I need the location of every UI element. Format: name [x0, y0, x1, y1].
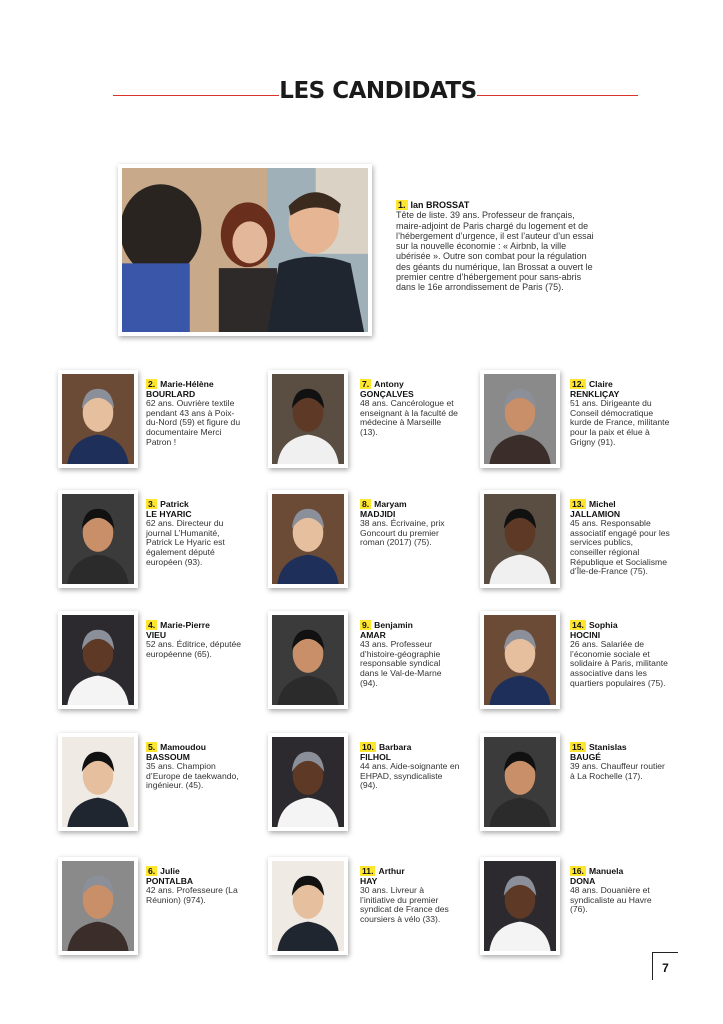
candidate-bio: 39 ans. Chauffeur routier à La Rochelle (17). — [570, 761, 665, 781]
candidate-first-name: Marie-Pierre — [160, 620, 210, 630]
candidate-text — [570, 742, 670, 781]
candidate-text — [146, 866, 242, 905]
candidate-bio: 52 ans. Éditrice, députée européenne (65). — [146, 639, 242, 659]
candidate-text — [146, 620, 242, 659]
candidate-photo — [480, 490, 560, 588]
candidate-bio: 44 ans. Aide-soignante en EHPAD, ssyndicaliste (94). — [360, 761, 460, 791]
candidate-first-name: Michel — [588, 499, 616, 509]
candidate-photo — [268, 611, 348, 709]
candidate-last-name: FILHOL — [360, 751, 392, 762]
candidate-number: 9. — [362, 620, 370, 630]
candidate-text — [360, 620, 460, 688]
candidate-number: 10. — [362, 742, 374, 752]
title-rule-right — [477, 95, 638, 96]
page-number: 7 — [652, 952, 678, 980]
candidate-photo — [480, 857, 560, 955]
candidate-last-name: BASSOUM — [146, 751, 190, 762]
candidate-number: 14. — [572, 620, 584, 630]
candidate-text — [360, 866, 460, 925]
candidate-number: 8. — [362, 499, 370, 509]
candidate-bio: 48 ans. Cancérologue et enseignant à la faculté de médecine à Marseille (13). — [360, 398, 458, 437]
candidate-bio: 48 ans. Douanière et syndicaliste au Havre (76). — [570, 885, 652, 915]
candidate-number: 13. — [572, 499, 584, 509]
candidate-bio: 35 ans. Champion d’Europe de taekwando, ingénieur. (45). — [146, 761, 239, 791]
candidate-first-name: Mamoudou — [160, 742, 206, 752]
candidate-number: 12. — [572, 379, 584, 389]
candidate-first-name: Antony — [374, 379, 404, 389]
candidate-bio: 62 ans. Directeur du journal L’Humanité, Patrick Le Hyaric est également député européen (93). — [146, 518, 225, 567]
candidate-first-name: Benjamin — [374, 620, 413, 630]
candidate-photo — [268, 490, 348, 588]
candidate-text — [360, 742, 460, 791]
candidate-text — [570, 379, 670, 447]
candidate-number: 3. — [148, 499, 156, 509]
candidate-number: 16. — [572, 866, 584, 876]
candidate-photo — [58, 857, 138, 955]
candidate-number: 2. — [148, 379, 156, 389]
candidate-number: 11. — [362, 866, 374, 876]
candidate-last-name: JALLAMION — [570, 508, 621, 519]
candidate-first-name: Stanislas — [588, 742, 627, 752]
candidate-text — [570, 866, 670, 915]
candidate-bio: 42 ans. Professeure (La Réunion) (974). — [146, 885, 238, 905]
candidate-bio: 30 ans. Livreur à l’initiative du premier syndicat de France des coursiers à vélo (33). — [360, 885, 449, 924]
candidate-last-name: AMAR — [360, 629, 386, 640]
candidate-first-name: Barbara — [378, 742, 412, 752]
lead-candidate-text — [396, 200, 602, 293]
candidate-text — [570, 620, 670, 688]
candidate-last-name: BAUGÉ — [570, 751, 602, 762]
candidate-photo — [58, 370, 138, 468]
candidate-last-name: LE HYARIC — [146, 508, 192, 519]
candidate-photo — [268, 857, 348, 955]
candidate-first-name: Marie-Hélène — [160, 379, 214, 389]
candidate-bio: 26 ans. Salariée de l’économie sociale et solidaire à Paris, militante associative dans les quartiers populaires (75). — [570, 639, 668, 688]
candidate-bio: 43 ans. Professeur d’histoire-géographie responsable syndical dans le Val-de-Marne (94). — [360, 639, 442, 688]
candidate-photo — [58, 490, 138, 588]
candidate-first-name: Sophia — [588, 620, 618, 630]
candidate-last-name: GONÇALVES — [360, 388, 414, 399]
candidate-first-name: Claire — [588, 379, 613, 389]
candidate-last-name: BOURLARD — [146, 388, 196, 399]
candidate-bio: Tête de liste. 39 ans. Professeur de français, maire-adjoint de Paris chargé du logement et de l’hébergement d’urgence, il est l’auteur d’un essai sur la nouvelle économie : « Airbnb, la ville ubérisée ». Outre son combat pour la régulation des géants du numérique, Ian Brossat a ouvert le premier centre d’hébergement pour sans-abris dans le 16e arrondissement de Paris (75). — [396, 210, 594, 293]
candidate-photo — [480, 370, 560, 468]
candidate-text — [360, 499, 460, 548]
candidate-text — [146, 742, 242, 791]
candidate-number: 6. — [148, 866, 156, 876]
candidate-first-name: Arthur — [378, 866, 405, 876]
candidate-text — [146, 499, 242, 567]
candidate-last-name: MADJIDI — [360, 508, 396, 519]
candidate-last-name: HOCINI — [570, 629, 601, 640]
candidate-bio: 62 ans. Ouvrière textile pendant 43 ans à Poix-du-Nord (59) et figure du documentaire Merci Patron ! — [146, 398, 241, 447]
candidate-photo — [58, 611, 138, 709]
candidate-last-name: PONTALBA — [146, 875, 194, 886]
candidate-bio: 45 ans. Responsable associatif engagé pour les services publics, conseiller régional République et Socialisme d’Île-de-France (75). — [570, 518, 670, 577]
page-title: LES CANDIDATS — [279, 78, 477, 104]
candidate-first-name: Maryam — [374, 499, 407, 509]
candidate-text — [146, 379, 242, 447]
candidate-photo — [268, 370, 348, 468]
candidate-number: 7. — [362, 379, 370, 389]
candidate-first-name: Manuela — [588, 866, 624, 876]
candidate-last-name: HAY — [360, 875, 378, 886]
candidate-text — [360, 379, 460, 438]
candidate-first-name: Patrick — [160, 499, 189, 509]
candidate-number: 1. — [398, 200, 406, 210]
lead-candidate-photo — [118, 164, 372, 336]
candidate-last-name: VIEU — [146, 629, 167, 640]
candidate-last-name: RENKLIÇAY — [570, 388, 620, 399]
candidate-photo — [268, 733, 348, 831]
candidate-number: 15. — [572, 742, 584, 752]
candidate-photo — [480, 611, 560, 709]
candidate-text — [570, 499, 670, 577]
candidate-name: Ian BROSSAT — [410, 200, 470, 210]
candidate-bio: 38 ans. Écrivaine, prix Goncourt du premier roman (2017) (75). — [360, 518, 445, 548]
candidate-number: 4. — [148, 620, 156, 630]
candidate-photo — [480, 733, 560, 831]
candidate-first-name: Julie — [160, 866, 180, 876]
candidate-last-name: DONA — [570, 875, 596, 886]
title-rule-left — [113, 95, 279, 96]
candidate-number: 5. — [148, 742, 156, 752]
candidate-photo — [58, 733, 138, 831]
candidate-bio: 51 ans. Dirigeante du Conseil démocratique kurde de France, militante pour la paix et élue à Grigny (91). — [570, 398, 670, 447]
page-header — [113, 76, 638, 106]
